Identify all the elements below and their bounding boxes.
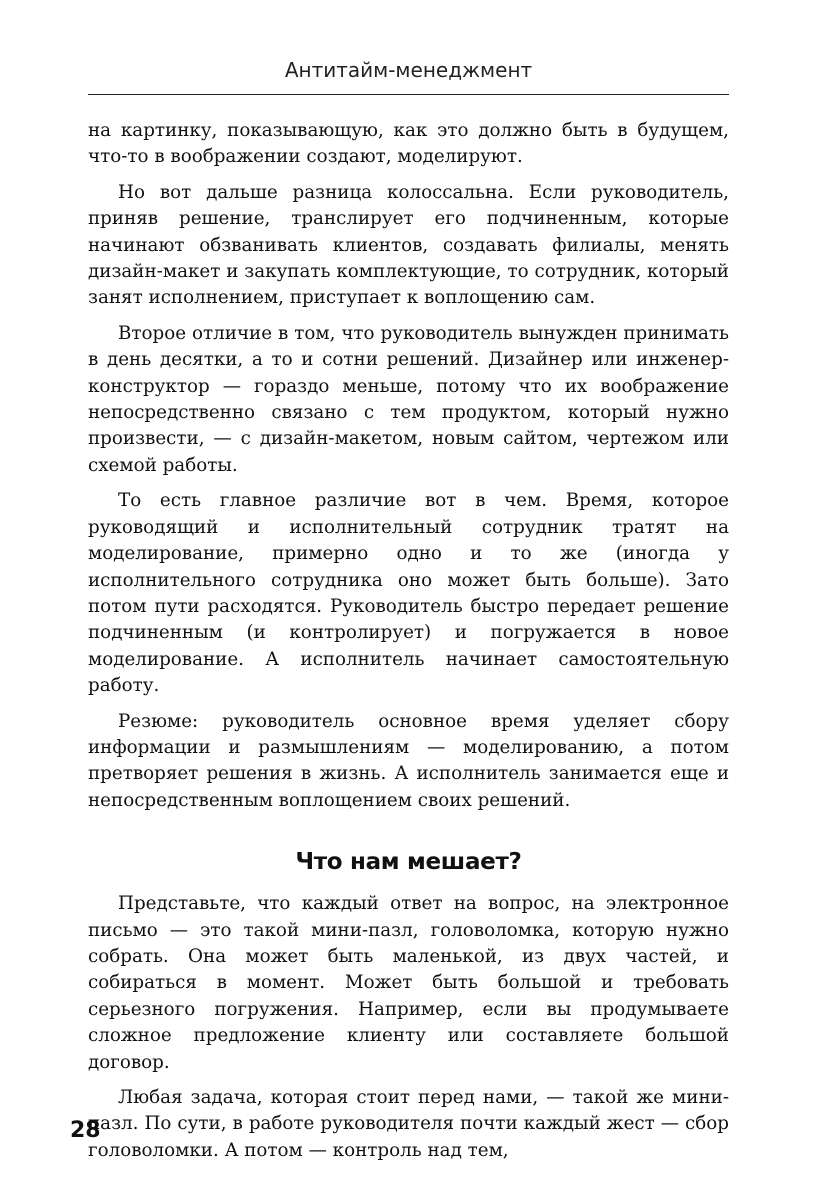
paragraph: Но вот дальше разница колоссальна. Если руководитель, приняв решение, транслирует его подчиненным, которые начинают обзванивать клиентов, создавать филиалы, менять дизайн-макет и закупать комплектующие, то сотрудник, который занят исполнением, приступает к воплощению сам. <box>88 181 729 309</box>
paragraph: Резюме: руководитель основное время уделяет сбору информации и размышлениям — моделированию, а потом претворяет решения в жизнь. А исполнитель занимается еще и непосредственным воплощением своих решений. <box>88 710 729 811</box>
paragraph: Второе отличие в том, что руководитель вынужден принимать в день десятки, а то и сотни решений. Дизайнер или инженер-конструктор — гораздо меньше, потому что их воображение непосредственно связано с тем продуктом, который нужно произвести, — с дизайн-макетом, новым сайтом, чертежом или схемой работы. <box>88 322 729 476</box>
paragraph-continued: на картинку, показывающую, как это должно быть в будущем, что-то в воображении создают, моделируют. <box>88 120 729 168</box>
paragraph: Представьте, что каждый ответ на вопрос, на электронное письмо — это такой мини-пазл, головоломка, которую нужно собрать. Она может быть маленькой, из двух частей, и собираться в момент. Может быть большой и требовать серьезного погружения. Например, если вы продумываете сложное предложение клиенту или составляете большой договор. <box>88 893 729 1073</box>
running-header: Антитайм-менеджмент <box>284 58 533 82</box>
header-rule <box>88 94 729 95</box>
paragraph: То есть главное различие вот в чем. Время, которое руководящий и исполнительный сотрудник тратят на моделирование, примерно одно и то же (иногда у исполнительного сотрудника оно может быть больше). Зато потом пути расходятся. Руководитель быстро передает решение подчиненным (и контролирует) и погружается в новое моделирование. А исполнитель начинает самостоятельную работу. <box>88 490 729 697</box>
page-number: 28 <box>70 1118 101 1143</box>
body-text <box>88 118 729 1173</box>
paragraph: Любая задача, которая стоит перед нами, — такой же мини-пазл. По сути, в работе руководителя почти каждый жест — сбор головоломки. А потом — контроль над тем, <box>88 1087 729 1161</box>
section-heading: Что нам мешает? <box>295 849 522 876</box>
